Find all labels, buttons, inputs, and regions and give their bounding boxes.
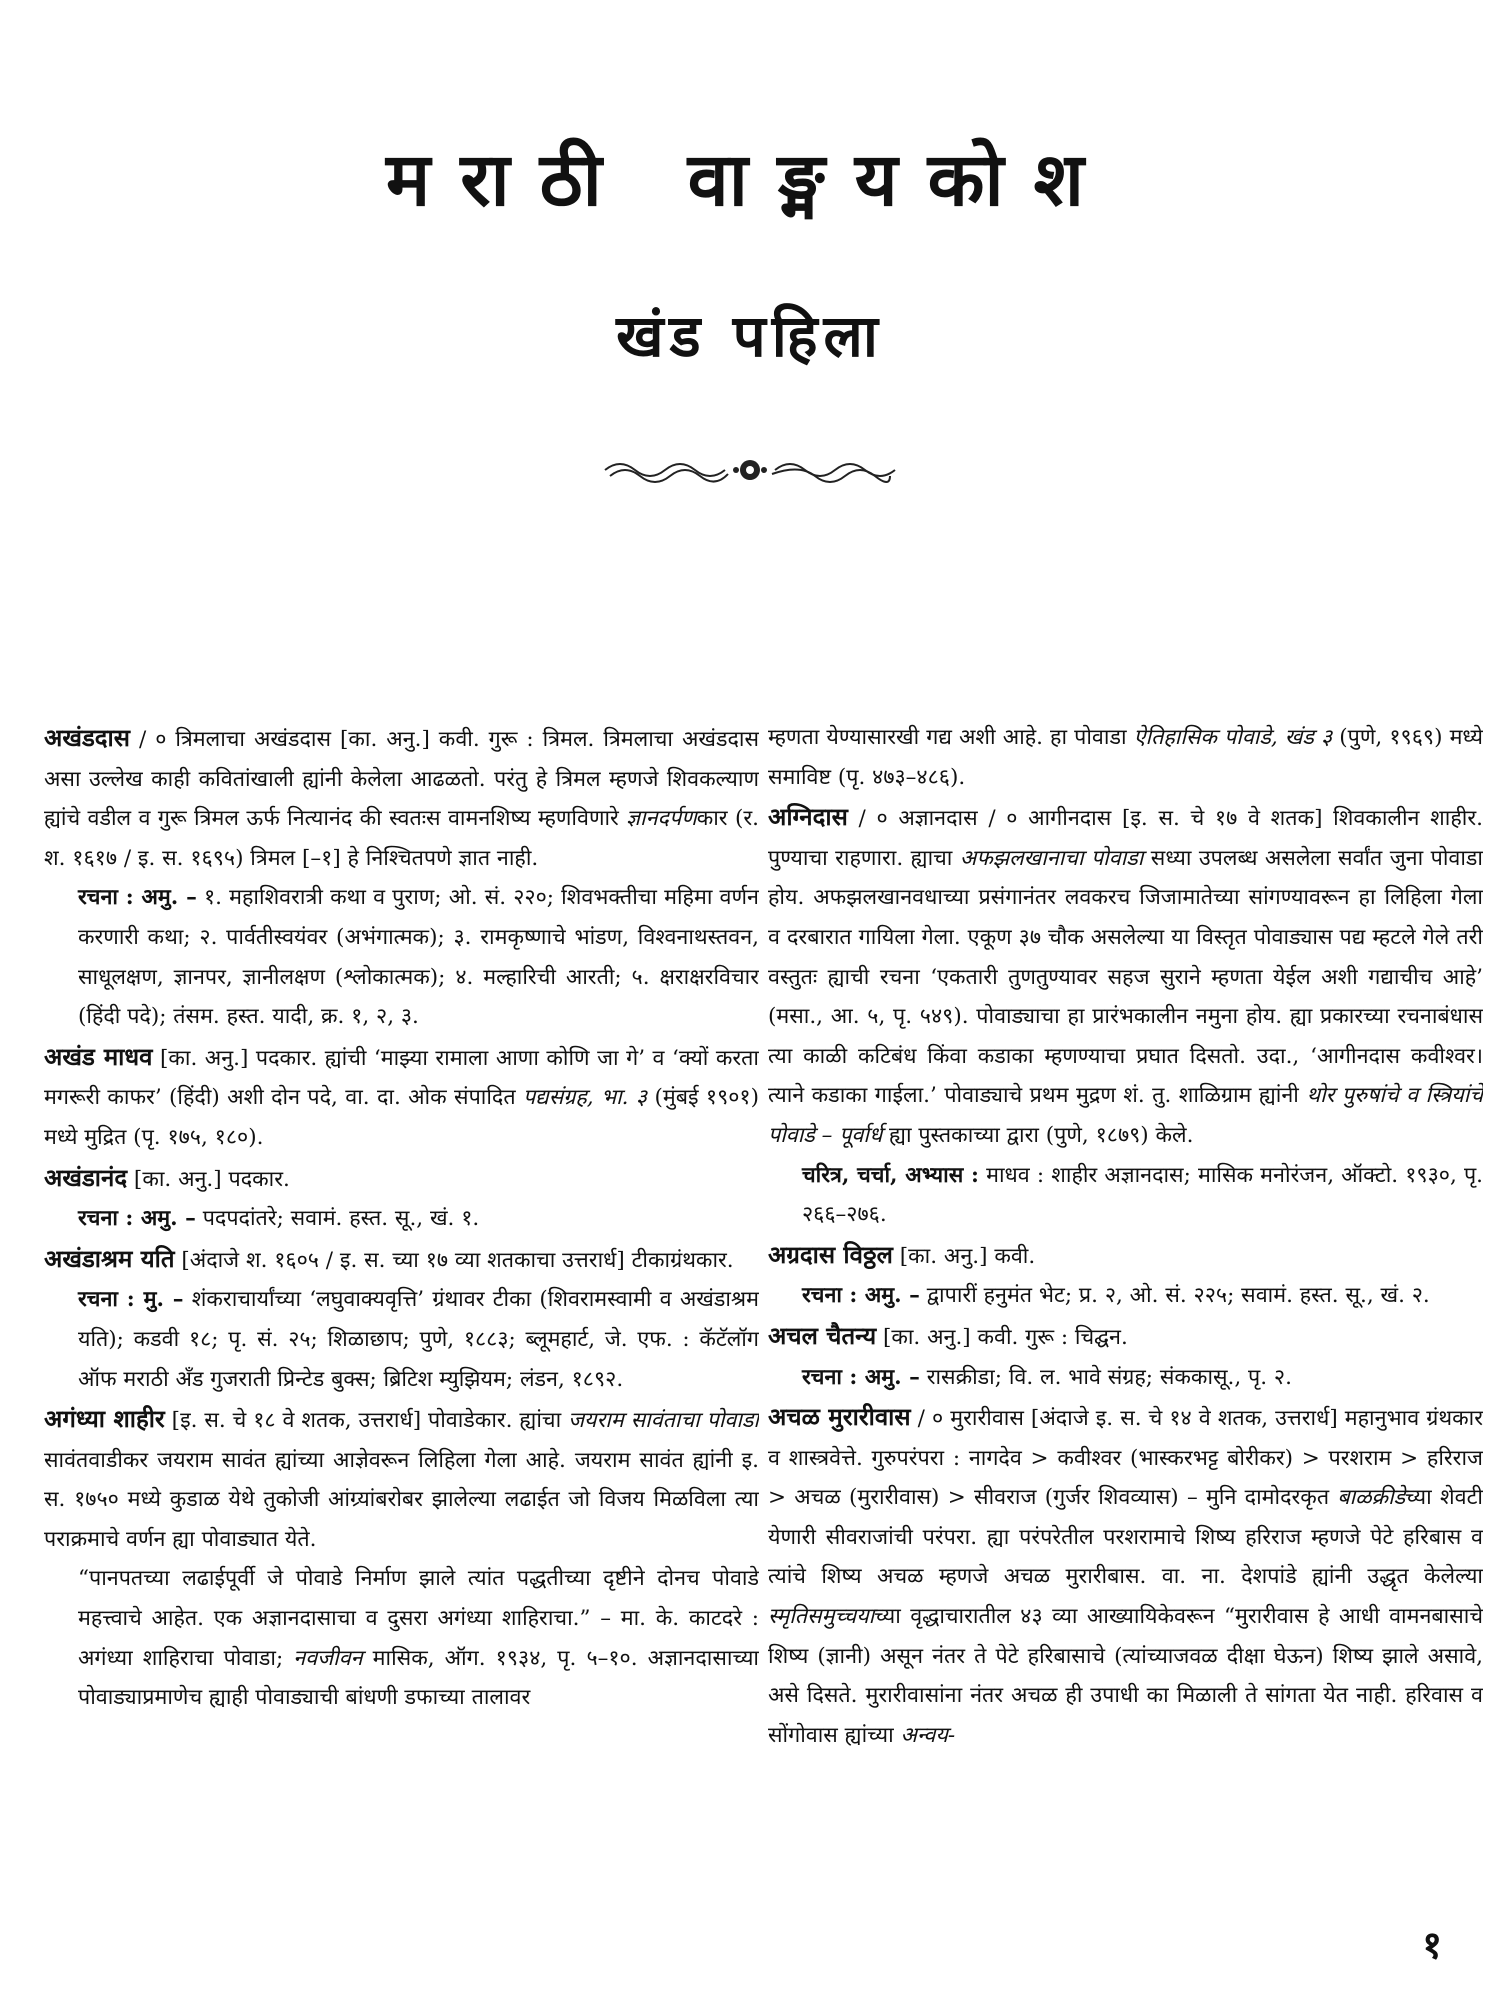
sub-text: रासक्रीडा; वि. ल. भावे संग्रह; संककासू., पृ. २.	[919, 1364, 1292, 1390]
sub-label: रचना : अमु. –	[78, 885, 197, 911]
italic-title: थोर पुरुषांचे व स्त्रियांचे पोवाडे – पूर्वार्ध	[768, 1083, 1483, 1148]
italic-title: अन्वय-	[900, 1722, 956, 1748]
headword: अखंड माधव	[44, 1041, 153, 1071]
sub-entry-rachana	[768, 1276, 1483, 1316]
sub-label: रचना : मु. –	[78, 1287, 184, 1313]
sub-entry-charitra	[768, 1156, 1483, 1235]
sub-text: द्वापारीं हनुमंत भेट; प्र. २, ओ. सं. २२५; सवामं. हस्त. सू., खं. २.	[919, 1283, 1430, 1309]
sub-entry-rachana	[44, 1199, 759, 1239]
entry-text: (पुणे, १९६९) मध्ये समाविष्ट (पृ. ४७३–४८६).	[768, 725, 1483, 790]
italic-title: अफझलखानाचा पोवाडा	[959, 845, 1144, 871]
headword: अखंडानंद	[44, 1162, 128, 1192]
entry-agnidas	[768, 797, 1483, 1155]
quote-text: “पानपतच्या लढाईपूर्वी जे पोवाडे निर्माण झाले त्यांत पद्धतीच्या दृष्टीने दोनच पोवाडे महत्त्वाचे आहेत. एक अज्ञानदासाचा व दुसरा अगंध्या शाहिराचा.” – मा. के. काटदरे : अगंध्या शाहिराचा पोवाडा;	[78, 1566, 759, 1671]
entry-akhandashram-yati	[44, 1239, 759, 1281]
entry-text: [का. अनु.] पदकार.	[127, 1166, 290, 1192]
quote-text: मासिक, ऑग. १९३४, पृ. ५–१०. अज्ञानदासाच्या पोवाड्याप्रमाणेच ह्याही पोवाड्याची बांधणी डफाच्या तालावर	[78, 1645, 759, 1711]
right-column	[768, 718, 1483, 1908]
italic-title: जयराम सावंताचा पोवाडा	[568, 1408, 759, 1434]
entry-text: म्हणता येण्यासारखी गद्य अशी आहे. हा पोवाडा	[768, 725, 1134, 750]
entry-agandhya-shahir	[44, 1399, 759, 1559]
italic-title: पद्यसंग्रह, भा. ३	[522, 1085, 648, 1111]
sub-entry-rachana	[768, 1358, 1483, 1398]
italic-title: ज्ञानदर्पण	[626, 806, 697, 832]
entry-akhandanand	[44, 1158, 759, 1200]
sub-entry-rachana	[44, 878, 759, 1036]
entry-text: / ० त्रिमलाचा अखंडदास [का. अनु.] कवी. गुरू : त्रिमल. त्रिमलाचा अखंडदास असा उल्लेख काही कवितांखाली ह्यांनी केलेला आढळतो. परंतु हे त्रिमल म्हणजे शिवकल्याण ह्यांचे वडील व गुरू त्रिमल ऊर्फ नित्यानंद की स्वतःस वामनशिष्य म्हणविणारे	[44, 727, 759, 832]
quotation-paragraph	[44, 1559, 759, 1717]
sub-label: चरित्र, चर्चा, अभ्यास :	[802, 1162, 979, 1188]
volume-subtitle: खंड पहिला	[616, 302, 884, 370]
headword: अचल चैतन्य	[768, 1320, 877, 1350]
sub-label: रचना : अमु. –	[78, 1206, 196, 1232]
entry-text: (मुंबई १९०१) मध्ये मुद्रित (पृ. १७५, १८०).	[44, 1085, 759, 1150]
sub-label: रचना : अमु. –	[802, 1364, 920, 1390]
italic-title: स्मृतिसमुच्चया	[768, 1604, 875, 1630]
italic-title: ऐतिहासिक पोवाडे, खंड ३	[1133, 725, 1333, 750]
entry-text: / ० अज्ञानदास / ० आगीनदास [इ. स. चे १७ वे शतक] शिवकालीन शाहीर. पुण्याचा राहणारा. ह्याचा	[768, 806, 1483, 871]
entry-akhanddas	[44, 718, 759, 878]
entry-text: ह्या पुस्तकाच्या द्वारा (पुणे, १८७९) केले.	[882, 1122, 1194, 1148]
italic-title: बाळक्रीडे	[1337, 1485, 1406, 1511]
entry-akhand-madhav	[44, 1037, 759, 1158]
sub-entry-rachana	[44, 1280, 759, 1399]
headword: अग्रदास विठ्ठल	[768, 1239, 893, 1269]
sub-text: पदपदांतरे; सवामं. हस्त. सू., खं. १.	[195, 1206, 480, 1232]
entry-text: / ० मुरारीवास [अंदाजे इ. स. चे १४ वे शतक, उत्तरार्ध] महानुभाव ग्रंथकार व शास्त्रवेत्ते. गुरुपरंपरा : नागदेव > कवीश्वर (भास्करभट्ट बोरीकर) > परशराम > हरिराज > अचळ (मुरारीवास) > सीवराज (गुर्जर शिवव्यास) – मुनि दामोदरकृत	[768, 1406, 1483, 1511]
entry-text: च्या शेवटी येणारी सीवराजांची परंपरा. ह्या परंपरेतील परशरामाचे शिष्य हरिराज म्हणजे पेटे हरिबास व त्यांचे शिष्य अचळ म्हणजे अचळ मुरारीबास. वा. ना. देशपांडे ह्यांनी उद्धृत केलेल्या	[768, 1485, 1483, 1590]
sub-text: शंकराचार्यांच्या ‘लघुवाक्यवृत्ति’ ग्रंथावर टीका (शिवरामस्वामी व अखंडाश्रम यति); कडवी १८; पृ. सं. २५; शिळाछाप; पुणे, १८८३; ब्लूमहार्ट, जे. एफ. : कॅटॅलॉग ऑफ मराठी अँड गुजराती प्रिन्टेड बुक्स; ब्रिटिश म्युझियम; लंडन, १८९२.	[78, 1287, 759, 1392]
entry-text: च्या वृद्धाचारातील ४३ व्या आख्यायिकेवरून “मुरारीवास हे आधी वामनबासाचे शिष्य (ज्ञानी) असून नंतर ते पेटे हरिबासाचे (त्यांच्याजवळ दीक्षा घेऊन) शिष्य झाले असावे, असे दिसते. मुरारीवासांना नंतर अचळ ही उपाधी का मिळाली ते सांगता येत नाही. हरिवास व सोंगोवास ह्यांच्या	[768, 1604, 1483, 1748]
sub-text: १. महाशिवरात्री कथा व पुराण; ओ. सं. २२०; शिवभक्तीचा महिमा वर्णन करणारी कथा; २. पार्वतीस्वयंवर (अभंगात्मक); ३. रामकृष्णाचे भांडण, विश्वनाथस्तवन, साधूलक्षण, ज्ञानपर, ज्ञानीलक्षण (श्लोकात्मक); ४. मल्हारिची आरती; ५. क्षराक्षरविचार (हिंदी पदे); तंसम. हस्त. यादी, क्र. १, २, ३.	[78, 885, 759, 1030]
entry-achal-murarivas	[768, 1397, 1483, 1755]
decorative-ornament-icon	[600, 452, 900, 488]
sub-text: माधव : शाहीर अज्ञानदास; मासिक मनोरंजन, ऑक्टो. १९३०, पृ. २६६–२७६.	[802, 1162, 1483, 1228]
headword: अखंडाश्रम यति	[44, 1243, 175, 1273]
entry-text: [का. अनु.] पदकार. ह्यांची ‘माझ्या रामाला आणा कोणि जा गे’ व ‘क्यों करता मगरूरी काफर’ (हिंदी) अशी दोन पदे, वा. दा. ओक संपादित	[44, 1045, 759, 1111]
italic-title: नवजीवन	[293, 1645, 363, 1671]
sub-label: रचना : अमु. –	[802, 1283, 920, 1309]
headword: अगंध्या शाहीर	[44, 1404, 165, 1434]
headword: अखंडदास	[44, 723, 130, 752]
page-number: १	[1422, 1922, 1442, 1967]
entry-achal-chaitanya	[768, 1316, 1483, 1358]
entry-text: [का. अनु.] कवी.	[892, 1243, 1036, 1269]
entry-text: सावंतवाडीकर जयराम सावंत ह्यांच्या आज्ञेवरून लिहिला गेला आहे. जयराम सावंत ह्यांनी इ. स. १७५० मध्ये कुडाळ येथे तुकोजी आंग्र्यांबरोबर झालेल्या लढाईत जो विजय मिळविला त्या पराक्रमाचे वर्णन ह्या पोवाड्यात येते.	[44, 1447, 759, 1552]
entry-agradas-vitthal	[768, 1235, 1483, 1277]
left-column	[44, 718, 759, 1908]
entry-text: [अंदाजे श. १६०५ / इ. स. च्या १७ व्या शतकाचा उत्तरार्ध] टीकाग्रंथकार.	[174, 1247, 734, 1273]
headword: अग्निदास	[768, 802, 848, 832]
headword: अचळ मुरारीवास	[768, 1402, 911, 1432]
entry-text: सध्या उपलब्ध असलेला सर्वांत जुना पोवाडा होय. अफझलखानवधाच्या प्रसंगानंतर लवकरच जिजामातेच्या सांगण्यावरून हा लिहिला गेला व दरबारात गायिला गेला. एकूण ३७ चौक असलेल्या या विस्तृत पोवाड्यास पद्य म्हटले गेले तरी वस्तुतः ह्याची रचना ‘एकतारी तुणतुण्यावर सहज सुराने म्हणता येईल अशी गद्याचीच आहे’ (मसा., आ. ५, पृ. ५४९). पोवाड्याचा हा प्रारंभकालीन नमुना होय. ह्या प्रकारच्या रचनाबंधास त्या काळी कटिबंध किंवा कडाका म्हणण्याचा प्रघात दिसतो. उदा., ‘आगीनदास कवीश्वर। त्याने कडाका गाईला.’ पोवाड्याचे प्रथम मुद्रण शं. तु. शाळिग्राम ह्यांनी	[768, 845, 1483, 1109]
entry-text: [इ. स. चे १८ वे शतक, उत्तरार्ध] पोवाडेकार. ह्यांचा	[164, 1408, 569, 1434]
entry-text: कार (र. श. १६१७ / इ. स. १६९५) त्रिमल [–१] हे निश्चितपणे ज्ञात नाही.	[44, 806, 759, 871]
continuation-paragraph	[768, 718, 1483, 797]
page-title: मराठी वाङ्मयकोश	[386, 137, 1114, 223]
entry-text: [का. अनु.] कवी. गुरू : चिद्घन.	[876, 1324, 1128, 1350]
